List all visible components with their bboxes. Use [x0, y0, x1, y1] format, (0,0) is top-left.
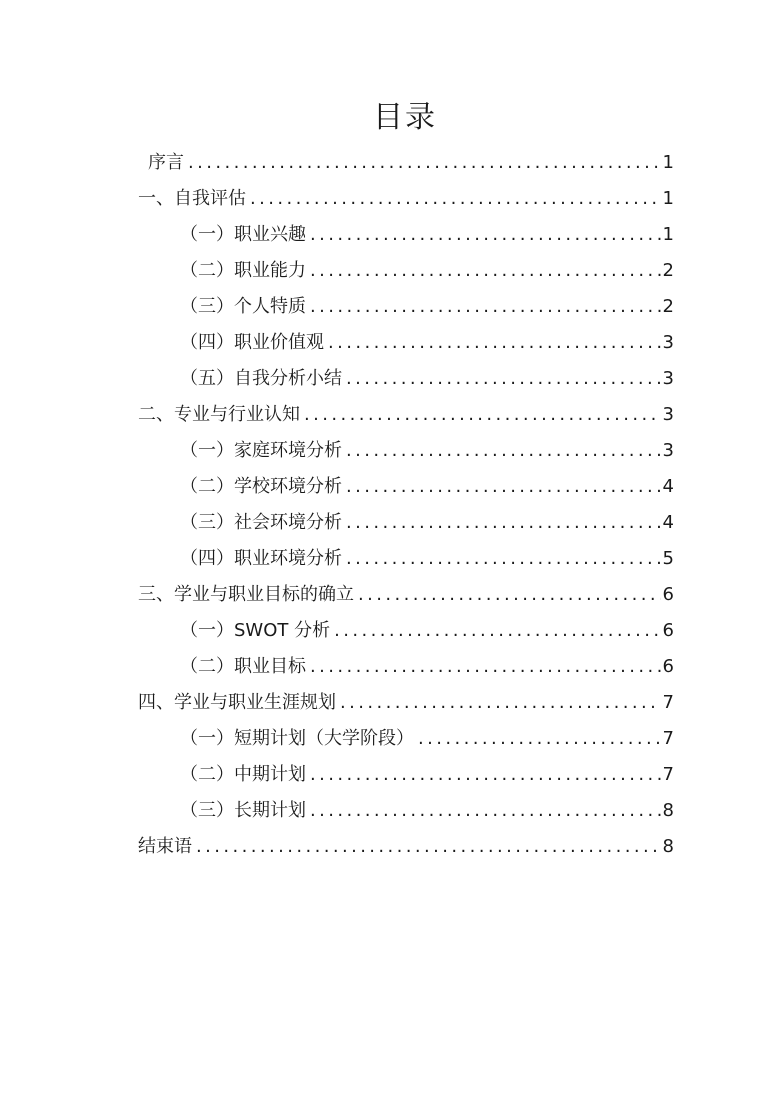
toc-entry-label: 结束语	[138, 836, 192, 857]
toc-entry-label: 三、学业与职业目标的确立	[138, 584, 354, 605]
toc-page-number: 3	[662, 368, 674, 389]
toc-entry-label: （三）长期计划	[180, 800, 306, 821]
toc-entry[interactable]	[180, 721, 674, 757]
toc-dot-leader	[188, 145, 661, 181]
toc-page-number: 3	[662, 404, 674, 425]
toc-entry-label: （一）短期计划（大学阶段）	[180, 728, 414, 749]
toc-page-number: 2	[662, 260, 674, 281]
toc-entry[interactable]	[138, 577, 674, 613]
toc-page-number: 1	[662, 224, 674, 245]
toc-entry-label: （二）职业能力	[180, 260, 306, 281]
toc-entry[interactable]	[180, 505, 674, 541]
toc-dot-leader	[328, 325, 661, 361]
toc-entry[interactable]	[180, 433, 674, 469]
toc-dot-leader	[346, 433, 661, 469]
toc-page-number: 7	[662, 692, 674, 713]
toc-page-number: 4	[662, 476, 674, 497]
toc-dot-leader	[310, 649, 661, 685]
toc-dot-leader	[310, 793, 661, 829]
toc-entry-label: 序言	[148, 152, 184, 173]
toc-page-number: 6	[662, 656, 674, 677]
toc-dot-leader	[340, 685, 661, 721]
toc-dot-leader	[310, 757, 661, 793]
toc-entry[interactable]	[138, 685, 674, 721]
toc-dot-leader	[334, 613, 660, 649]
toc-entry[interactable]	[180, 325, 674, 361]
toc-dot-leader	[250, 181, 661, 217]
toc-dot-leader	[358, 577, 661, 613]
toc-entry-label: （四）职业环境分析	[180, 548, 342, 569]
toc-page-number: 6	[662, 620, 674, 641]
toc-page-number: 4	[662, 512, 674, 533]
toc-entry-label: 四、学业与职业生涯规划	[138, 692, 336, 713]
toc-page-number: 7	[662, 728, 674, 749]
toc-dot-leader	[310, 289, 661, 325]
toc-entry[interactable]	[138, 181, 674, 217]
toc-entry[interactable]	[138, 829, 674, 865]
toc-page-number: 8	[662, 836, 674, 857]
toc-dot-leader	[418, 721, 661, 757]
toc-page-number: 3	[662, 332, 674, 353]
toc-entry[interactable]	[148, 145, 674, 181]
toc-entry[interactable]	[180, 253, 674, 289]
toc-entry[interactable]	[180, 793, 674, 829]
toc-dot-leader	[346, 541, 661, 577]
toc-page-number: 6	[662, 584, 674, 605]
toc-entry-label: （四）职业价值观	[180, 332, 324, 353]
toc-entry-label: （二）职业目标	[180, 656, 306, 677]
toc-entry[interactable]	[180, 469, 674, 505]
toc-entry[interactable]	[180, 289, 674, 325]
toc-dot-leader	[196, 829, 661, 865]
toc-entry-label: （三）社会环境分析	[180, 512, 342, 533]
toc-entry[interactable]	[180, 757, 674, 793]
toc-dot-leader	[346, 469, 661, 505]
toc-page-number: 3	[662, 440, 674, 461]
toc-entry[interactable]	[180, 541, 674, 577]
toc-dot-leader	[346, 361, 661, 397]
toc-entry-label: （二）中期计划	[180, 764, 306, 785]
toc-entry[interactable]	[180, 649, 674, 685]
toc-entry[interactable]	[138, 397, 674, 433]
toc-entry-label: （二）学校环境分析	[180, 476, 342, 497]
toc-entry[interactable]	[180, 361, 674, 397]
toc-entry[interactable]	[180, 217, 674, 253]
toc-dot-leader	[304, 397, 661, 433]
toc-dot-leader	[346, 505, 661, 541]
toc-title: 目录	[373, 100, 437, 135]
toc-entry-label: 一、自我评估	[138, 188, 246, 209]
toc-entry-label: （三）个人特质	[180, 296, 306, 317]
toc-page-number: 1	[662, 188, 674, 209]
toc-page-number: 5	[662, 548, 674, 569]
toc-entry-label: 二、专业与行业认知	[138, 404, 300, 425]
toc-page-number: 7	[662, 764, 674, 785]
toc-dot-leader	[310, 217, 661, 253]
toc-entry[interactable]	[180, 613, 674, 649]
toc-page-number: 2	[662, 296, 674, 317]
toc-entry-label: （一）家庭环境分析	[180, 440, 342, 461]
toc-entry-label: （一）SWOT 分析	[180, 620, 331, 641]
toc-page-number: 1	[662, 152, 674, 173]
toc-page-number: 8	[662, 800, 674, 821]
toc-entry-label: （一）职业兴趣	[180, 224, 306, 245]
toc-dot-leader	[310, 253, 661, 289]
toc-entry-label: （五）自我分析小结	[180, 368, 342, 389]
